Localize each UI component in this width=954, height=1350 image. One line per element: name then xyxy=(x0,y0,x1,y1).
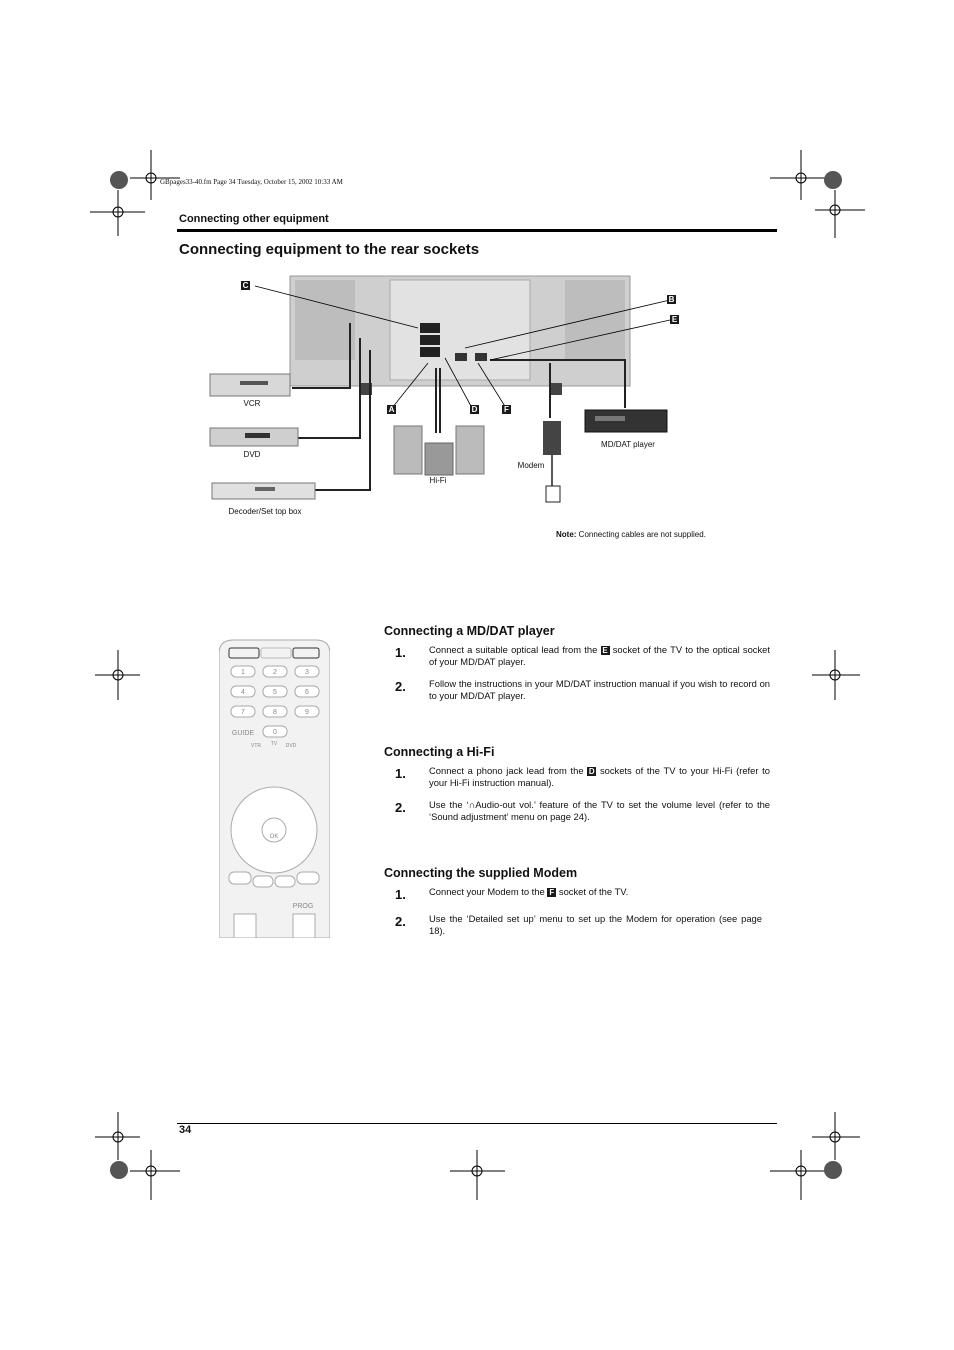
label-a: A xyxy=(388,405,395,414)
remote-key-1: 1 xyxy=(241,669,245,676)
hifi-step-2-num: 2. xyxy=(395,800,406,815)
remote-key-7: 7 xyxy=(241,709,245,716)
label-d: D xyxy=(471,405,478,414)
label-f-inline: F xyxy=(547,888,556,897)
remote-vtr-label: VTR xyxy=(251,743,261,749)
hifi-label: Hi-Fi xyxy=(429,476,447,485)
remote-prog-label: PROG xyxy=(292,903,314,910)
label-c: C xyxy=(242,281,249,290)
header-rule xyxy=(177,229,777,232)
md-dat-step-1 xyxy=(429,644,770,668)
remote-key-2: 2 xyxy=(273,669,277,676)
footer-rule xyxy=(177,1123,777,1124)
md-dat-heading: Connecting a MD/DAT player xyxy=(384,624,555,638)
md-dat-label: MD/DAT player xyxy=(601,440,655,449)
page-title: Connecting equipment to the rear sockets xyxy=(179,241,480,258)
modem-step-1-pre: Connect your Modem to the xyxy=(429,886,548,897)
modem-step-1-num: 1. xyxy=(395,887,406,902)
modem-label: Modem xyxy=(517,461,545,470)
modem-step-1-post: socket of the TV. xyxy=(556,886,629,897)
hifi-heading: Connecting a Hi-Fi xyxy=(384,745,495,759)
md-dat-step-1-num: 1. xyxy=(395,645,406,660)
remote-guide-label: GUIDE xyxy=(231,730,255,737)
decoder-label: Decoder/Set top box xyxy=(228,507,302,516)
note xyxy=(556,530,706,539)
remote-key-9: 9 xyxy=(305,709,309,716)
dvd-label: DVD xyxy=(243,450,261,459)
modem-step-2: Use the ‘Detailed set up’ menu to set up the Modem for operation (see page 18). xyxy=(429,913,762,936)
hifi-step-2: Use the ‘∩Audio-out vol.’ feature of the TV to set the volume level (refer to the ‘Sound adjustment’ menu on page 24). xyxy=(429,799,770,822)
vcr-label: VCR xyxy=(243,399,261,408)
label-b: B xyxy=(668,295,675,304)
remote-key-3: 3 xyxy=(305,669,309,676)
note-label: Note: xyxy=(556,530,577,539)
section-header: Connecting other equipment xyxy=(179,213,329,225)
hifi-step-1-post: sockets of the TV to your Hi-Fi (refer to your Hi-Fi instruction manual). xyxy=(429,765,770,788)
connection-diagram xyxy=(200,268,760,528)
md-dat-step-2: Follow the instructions in your MD/DAT instruction manual if you wish to record on to your MD/DAT player. xyxy=(429,678,770,701)
label-e-inline: E xyxy=(602,646,608,656)
note-text: Connecting cables are not supplied. xyxy=(576,530,706,539)
remote-key-4: 4 xyxy=(241,689,245,696)
modem-heading: Connecting the supplied Modem xyxy=(384,866,578,880)
hifi-step-1 xyxy=(429,765,770,789)
remote-key-5: 5 xyxy=(273,689,277,696)
md-dat-step-1-post: socket of the TV to the optical socket of your MD/DAT player. xyxy=(429,644,770,667)
file-stamp: GBpages33-40.fm Page 34 Tuesday, October 15, 2002 10:33 AM xyxy=(160,178,343,186)
label-d-inline: D xyxy=(588,767,595,777)
hifi-step-1-pre: Connect a phono jack lead from the xyxy=(429,765,588,776)
modem-step-1 xyxy=(429,886,770,898)
md-dat-step-1-pre: Connect a suitable optical lead from the xyxy=(429,644,601,655)
label-f: F xyxy=(502,405,511,414)
remote-key-0: 0 xyxy=(273,729,277,736)
label-e: E xyxy=(671,315,678,324)
remote-tv-label: TV xyxy=(270,741,278,747)
md-dat-step-2-num: 2. xyxy=(395,679,406,694)
page-number: 34 xyxy=(179,1124,192,1136)
remote-dvd-label: DVD xyxy=(285,743,297,749)
remote-ok-label: OK xyxy=(269,834,279,840)
hifi-step-1-num: 1. xyxy=(395,766,406,781)
remote-key-6: 6 xyxy=(305,689,309,696)
tv-rear-illustration xyxy=(200,268,760,528)
remote-key-8: 8 xyxy=(273,709,277,716)
remote-control xyxy=(219,636,330,938)
modem-step-2-num: 2. xyxy=(395,914,406,929)
